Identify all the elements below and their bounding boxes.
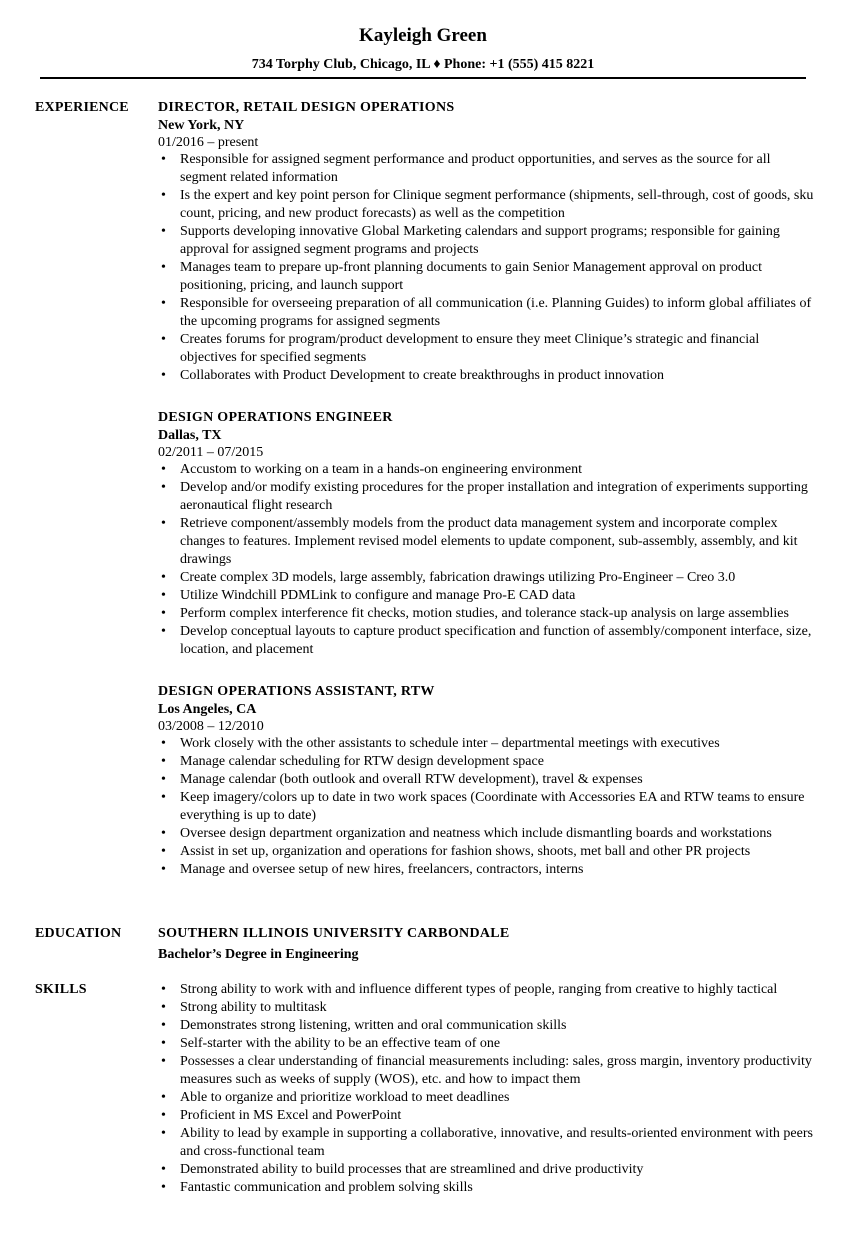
header-divider — [40, 77, 806, 79]
bullet-item: • Collaborates with Product Development to create breakthroughs in product innovation — [158, 367, 818, 385]
bullet-item: • Work closely with the other assistants to schedule inter – departmental meetings with executives — [158, 735, 818, 753]
section-label: EXPERIENCE — [35, 100, 129, 115]
job-location: Los Angeles, CA — [158, 702, 257, 717]
bullet-item: • Create complex 3D models, large assembly, fabrication drawings utilizing Pro-Engineer – Creo 3.0 — [158, 569, 818, 587]
bullet-item: • Utilize Windchill PDMLink to configure and manage Pro-E CAD data — [158, 587, 818, 605]
bullet-item: • Develop and/or modify existing procedures for the proper installation and integration of experiments supporting aeronautical flight research — [158, 479, 818, 515]
job-bullets — [158, 735, 818, 879]
skill-item: • Strong ability to work with and influence different types of people, ranging from creative to highly tactical — [158, 981, 818, 999]
section-label: SKILLS — [35, 982, 87, 997]
bullet-item: • Oversee design department organization and neatness which include dismantling boards and workstations — [158, 825, 818, 843]
skill-item: • Demonstrates strong listening, written and oral communication skills — [158, 1017, 818, 1035]
bullet-item: • Responsible for overseeing preparation of all communication (i.e. Planning Guides) to inform global affiliates of the upcoming programs for assigned segments — [158, 295, 818, 331]
bullet-item: • Perform complex interference fit checks, motion studies, and tolerance stack-up analysis on large assemblies — [158, 605, 818, 623]
bullet-item: • Manage and oversee setup of new hires, freelancers, contractors, interns — [158, 861, 818, 879]
job-entry — [158, 683, 818, 879]
skill-item: • Fantastic communication and problem solving skills — [158, 1179, 818, 1197]
job-title: DESIGN OPERATIONS ASSISTANT, RTW — [158, 684, 435, 699]
skill-item: • Strong ability to multitask — [158, 999, 818, 1017]
bullet-item: • Retrieve component/assembly models from the product data management system and incorporate complex changes to features. Implement revised model elements to update component, sub-assembly, assembly, and kit drawings — [158, 515, 818, 569]
bullet-item: • Develop conceptual layouts to capture product specification and function of assembly/component interface, size, location, and placement — [158, 623, 818, 659]
section-label: EDUCATION — [35, 926, 122, 941]
candidate-name: Kayleigh Green — [359, 25, 487, 46]
education-body — [158, 925, 818, 964]
skill-item: • Ability to lead by example in supporting a collaborative, innovative, and results-oriented environment with peers and cross-functional team — [158, 1125, 818, 1161]
bullet-item: • Keep imagery/colors up to date in two work spaces (Coordinate with Accessories EA and RTW teams to ensure everything is up to date) — [158, 789, 818, 825]
skill-item: • Possesses a clear understanding of financial measurements including: sales, gross margin, inventory productivity measures such as weeks of supply (WOS), etc. and how to impact them — [158, 1053, 818, 1089]
bullet-item: • Responsible for assigned segment performance and product opportunities, and serves as the source for all segment related information — [158, 151, 818, 187]
job-location: Dallas, TX — [158, 428, 222, 443]
bullet-item: • Assist in set up, organization and operations for fashion shows, shoots, met ball and other PR projects — [158, 843, 818, 861]
degree: Bachelor’s Degree in Engineering — [158, 947, 359, 962]
contact-line: 734 Torphy Club, Chicago, IL ♦ Phone: +1 (555) 415 8221 — [251, 57, 595, 72]
job-title: DIRECTOR, RETAIL DESIGN OPERATIONS — [158, 100, 455, 115]
job-entry — [158, 99, 818, 385]
bullet-item: • Is the expert and key point person for Clinique segment performance (shipments, sell-through, cost of goods, sku count, pricing, and new product forecasts) as well as the competition — [158, 187, 818, 223]
experience-body — [158, 99, 818, 879]
job-bullets — [158, 461, 818, 659]
skill-item: • Proficient in MS Excel and PowerPoint — [158, 1107, 818, 1125]
job-location: New York, NY — [158, 118, 245, 133]
job-bullets — [158, 151, 818, 385]
job-dates: 01/2016 – present — [158, 135, 259, 150]
bullet-item: • Manage calendar (both outlook and overall RTW development), travel & expenses — [158, 771, 818, 789]
bullet-item: • Supports developing innovative Global Marketing calendars and support programs; responsible for gaining approval for assigned segment programs and projects — [158, 223, 818, 259]
bullet-item: • Manage calendar scheduling for RTW design development space — [158, 753, 818, 771]
job-title: DESIGN OPERATIONS ENGINEER — [158, 410, 393, 425]
job-entry — [158, 409, 818, 659]
resume-header — [0, 24, 846, 74]
skill-item: • Self-starter with the ability to be an effective team of one — [158, 1035, 818, 1053]
bullet-item: • Accustom to working on a team in a hands-on engineering environment — [158, 461, 818, 479]
skills-body — [158, 981, 818, 1197]
skill-item: • Demonstrated ability to build processes that are streamlined and drive productivity — [158, 1161, 818, 1179]
bullet-item: • Creates forums for program/product development to ensure they meet Clinique’s strategic and financial objectives for specified segments — [158, 331, 818, 367]
skill-item: • Able to organize and prioritize workload to meet deadlines — [158, 1089, 818, 1107]
skills-list — [158, 981, 818, 1197]
bullet-item: • Manages team to prepare up-front planning documents to gain Senior Management approval on product positioning, pricing, and launch support — [158, 259, 818, 295]
job-dates: 03/2008 – 12/2010 — [158, 719, 264, 734]
school-name: SOUTHERN ILLINOIS UNIVERSITY CARBONDALE — [158, 926, 510, 941]
job-dates: 02/2011 – 07/2015 — [158, 445, 264, 460]
